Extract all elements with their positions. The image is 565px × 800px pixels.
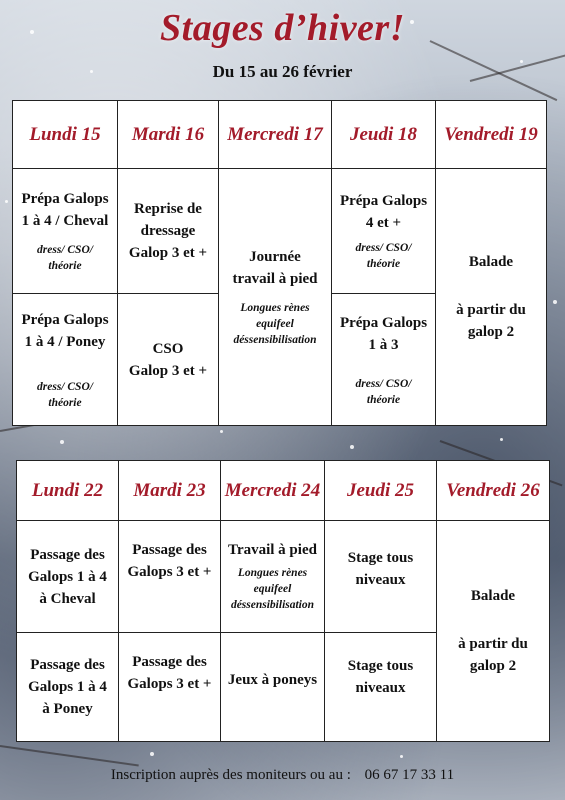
day-label: Vendredi 26 <box>446 479 540 501</box>
activity-title: Prépa Galops <box>339 193 428 209</box>
week2-schedule-table <box>16 460 550 742</box>
activity-title: Galops 1 à 4 <box>28 568 107 585</box>
activity-cell <box>13 169 118 294</box>
activity-cell <box>325 633 437 741</box>
activity-title: à partir du <box>458 636 528 652</box>
activity-note: déssensibilisation <box>233 334 317 346</box>
activity-title: 1 à 4 / Poney <box>24 333 106 350</box>
activity-title: Jeux à poneys <box>227 672 318 688</box>
week1-schedule-table <box>12 100 547 426</box>
activity-title: Reprise de <box>134 201 202 217</box>
activity-cell <box>325 521 437 633</box>
activity-title: galop 2 <box>469 658 517 674</box>
activity-cell <box>119 633 221 741</box>
activity-title: Stage tous <box>347 658 414 674</box>
activity-title: niveaux <box>355 572 406 588</box>
activity-title: 1 à 3 <box>368 336 399 353</box>
activity-cell <box>221 521 325 633</box>
activity-title: Galops 3 et + <box>127 676 212 692</box>
activity-cell <box>17 633 119 741</box>
activity-title: Travail à pied <box>228 542 317 558</box>
date-range: Du 15 au 26 février <box>212 62 353 81</box>
day-header <box>219 101 332 169</box>
activity-cell <box>437 521 549 741</box>
activity-note: dress/ CSO/ <box>355 377 412 390</box>
day-label: Lundi 15 <box>29 123 101 145</box>
activity-cell <box>219 169 332 425</box>
activity-note: déssensibilisation <box>230 599 315 611</box>
day-header <box>436 101 546 169</box>
activity-cell <box>17 521 119 633</box>
activity-title: Passage des <box>132 654 207 670</box>
activity-note: dress/ CSO/ <box>37 380 93 393</box>
footer-text: Inscription auprès des moniteurs ou au : <box>110 767 351 783</box>
activity-note: théorie <box>366 393 401 406</box>
activity-title: galop 2 <box>467 324 515 340</box>
activity-title: 1 à 4 / Cheval <box>21 213 109 229</box>
activity-title: Balade <box>470 588 516 604</box>
day-label: Jeudi 25 <box>346 479 415 501</box>
activity-note: equifeel <box>256 318 294 330</box>
day-label: Mardi 23 <box>133 479 206 501</box>
activity-note: Longues rènes <box>237 567 308 579</box>
page-title: Stages d’hiver! <box>160 7 405 49</box>
activity-title: 4 et + <box>365 215 402 231</box>
activity-cell <box>119 521 221 633</box>
activity-title: niveaux <box>355 680 406 696</box>
activity-title: Passage des <box>30 546 105 563</box>
activity-cell <box>332 294 436 425</box>
activity-title: Prépa Galops <box>21 311 109 328</box>
day-label: Lundi 22 <box>31 479 104 501</box>
day-label: Mercredi 24 <box>224 479 321 501</box>
activity-title: à Cheval <box>39 590 96 607</box>
activity-title: travail à pied <box>232 271 318 287</box>
activity-title: Passage des <box>30 657 105 673</box>
activity-cell <box>436 169 546 425</box>
day-label: Vendredi 19 <box>444 123 538 145</box>
phone-number: 06 67 17 33 11 <box>364 767 455 783</box>
activity-title: Galops 1 à 4 <box>28 679 107 695</box>
activity-title: Galops 3 et + <box>127 564 212 580</box>
activity-title: CSO <box>152 340 184 357</box>
activity-cell <box>332 169 436 294</box>
activity-cell <box>13 294 118 425</box>
activity-note: théorie <box>366 258 401 270</box>
day-header <box>119 461 221 521</box>
activity-title: à Poney <box>42 701 93 717</box>
day-label: Jeudi 18 <box>349 123 418 145</box>
day-header <box>332 101 436 169</box>
day-header <box>118 101 219 169</box>
registration-footer <box>0 767 565 784</box>
activity-title: Galop 3 et + <box>128 362 208 379</box>
day-header <box>13 101 118 169</box>
activity-title: Galop 3 et + <box>128 245 208 261</box>
day-header <box>17 461 119 521</box>
activity-title: à partir du <box>456 302 526 318</box>
activity-title: Journée <box>249 249 301 265</box>
day-label: Mercredi 17 <box>227 123 323 145</box>
activity-title: Prépa Galops <box>339 314 428 331</box>
activity-note: dress/ CSO/ <box>37 244 93 256</box>
activity-title: dressage <box>140 223 196 239</box>
activity-note: théorie <box>48 260 82 272</box>
activity-note: Longues rènes <box>240 302 310 314</box>
activity-title: Balade <box>468 254 514 270</box>
activity-title: Prépa Galops <box>21 191 109 207</box>
activity-note: equifeel <box>253 583 292 595</box>
day-header <box>221 461 325 521</box>
activity-cell <box>221 633 325 741</box>
activity-note: théorie <box>48 396 82 409</box>
activity-cell <box>118 169 219 294</box>
activity-note: dress/ CSO/ <box>355 242 412 254</box>
activity-title: Stage tous <box>347 550 414 566</box>
day-header <box>325 461 437 521</box>
activity-title: Passage des <box>132 542 207 558</box>
day-header <box>437 461 549 521</box>
activity-cell <box>118 294 219 425</box>
day-label: Mardi 16 <box>131 123 205 145</box>
